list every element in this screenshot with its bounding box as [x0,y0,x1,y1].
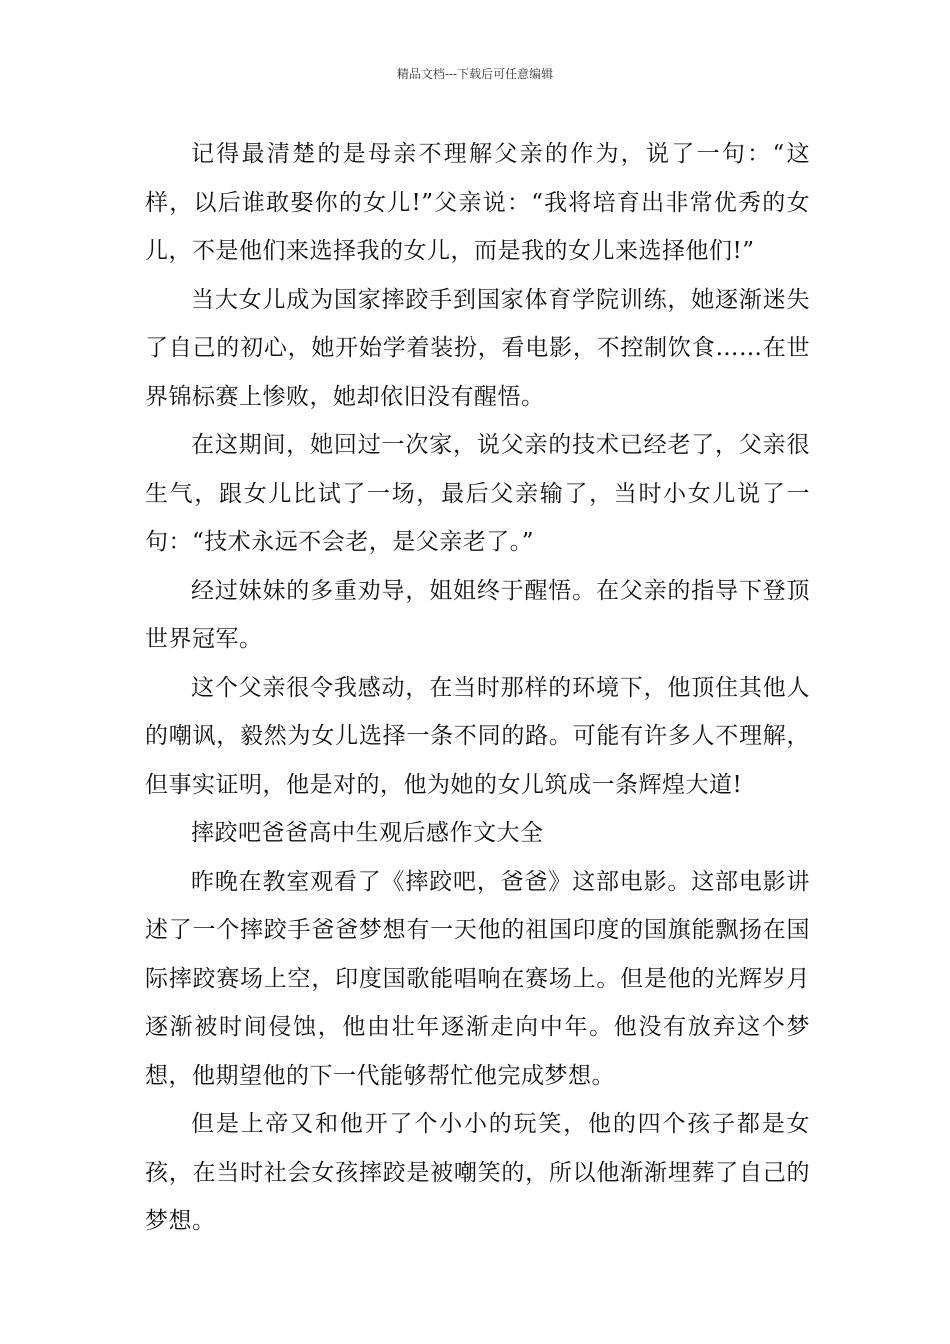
paragraph: 当大女儿成为国家摔跤手到国家体育学院训练，她逐渐迷失了自己的初心，她开始学着装扮，看电影，不控制饮食……在世界锦标赛上惨败，她却依旧没有醒悟。 [145,286,810,410]
page-header: 精品文档---下载后可任意编辑 [396,67,554,81]
paragraph: 昨晚在教室观看了《摔跤吧，爸爸》这部电影。这部电影讲述了一个摔跤手爸爸梦想有一天他的祖国印度的国旗能飘扬在国际摔跤赛场上空，印度国歌能唱响在赛场上。但是他的光辉岁月逐渐被时间侵蚀，他由壮年逐渐走向中年。他没有放弃这个梦想，他期望他的下一代能够帮忙他完成梦想。 [145,868,810,1089]
paragraph: 经过妹妹的多重劝导，姐姐终于醒悟。在父亲的指导下登顶世界冠军。 [145,577,810,652]
paragraph: 在这期间，她回过一次家，说父亲的技术已经老了，父亲很生气，跟女儿比试了一场，最后父亲输了，当时小女儿说了一句：“技术永远不会老，是父亲老了。” [145,432,810,555]
section-title: 摔跤吧爸爸高中生观后感作文大全 [191,820,544,846]
paragraph: 但是上帝又和他开了个小小的玩笑，他的四个孩子都是女孩，在当时社会女孩摔跤是被嘲笑的，所以他渐渐埋葬了自己的梦想。 [145,1111,810,1234]
paragraph: 这个父亲很令我感动，在当时那样的环境下，他顶住其他人的嘲讽，毅然为女儿选择一条不同的路。可能有许多人不理解，但事实证明，他是对的，他为她的女儿筑成一条辉煌大道! [145,674,810,798]
paragraph: 记得最清楚的是母亲不理解父亲的作为，说了一句：“这样，以后谁敢娶你的女儿!”父亲说：“我将培育出非常优秀的女儿，不是他们来选择我的女儿，而是我的女儿来选择他们!” [145,141,810,264]
document-body [145,130,810,1246]
